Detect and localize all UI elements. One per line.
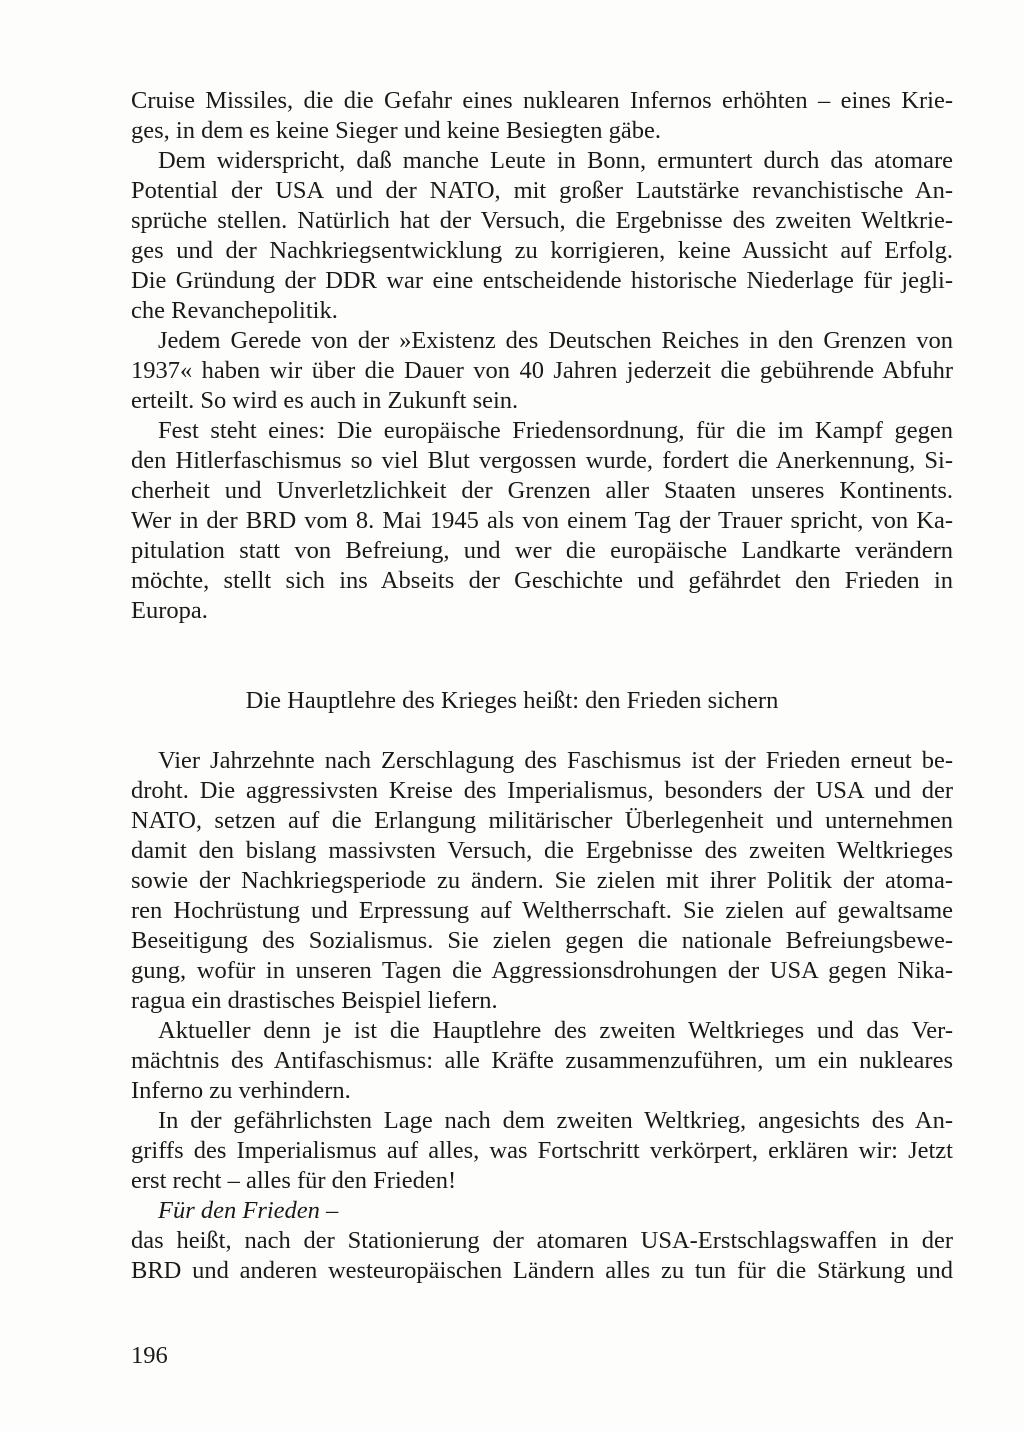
text-line: Vier Jahrzehnte nach Zerschlagung des Faschismus ist der Frieden erneut be-	[158, 747, 953, 774]
text-line: ges, in dem es keine Sieger und keine Besiegten gäbe.	[131, 117, 661, 144]
text-line: Cruise Missiles, die die Gefahr eines nuklearen Infernos erhöhten – eines Krie-	[131, 87, 953, 114]
text-line: Die Gründung der DDR war eine entscheidende historische Niederlage für jegli-	[131, 267, 953, 294]
text-line: sowie der Nachkriegsperiode zu ändern. Sie zielen mit ihrer Politik der atoma-	[131, 867, 953, 894]
text-line: droht. Die aggressivsten Kreise des Imperialismus, besonders der USA und der	[131, 777, 953, 804]
text-line: cherheit und Unverletzlichkeit der Grenzen aller Staaten unseres Kontinents.	[131, 477, 953, 504]
italic-subheading: Für den Frieden –	[158, 1197, 339, 1224]
text-line: 1937« haben wir über die Dauer von 40 Jahren jederzeit die gebührende Abfuhr	[131, 357, 953, 384]
text-line: gung, wofür in unseren Tagen die Aggressionsdrohungen der USA gegen Nika-	[131, 957, 953, 984]
text-line: pitulation statt von Befreiung, und wer die europäische Landkarte verändern	[131, 537, 953, 564]
text-line: Inferno zu verhindern.	[131, 1077, 351, 1104]
text-block-lower	[131, 746, 953, 1286]
text-line: NATO, setzen auf die Erlangung militärischer Überlegenheit und unternehmen	[131, 807, 953, 834]
text-block-upper	[131, 86, 953, 626]
text-line: Aktueller denn je ist die Hauptlehre des zweiten Weltkrieges und das Ver-	[158, 1017, 953, 1044]
text-line: griffs des Imperialismus auf alles, was Fortschritt verkörpert, erklären wir: Jetzt	[131, 1137, 953, 1164]
page-number: 196	[131, 1342, 168, 1369]
text-line: möchte, stellt sich ins Abseits der Geschichte und gefährdet den Frieden in	[131, 567, 953, 594]
text-line: ges und der Nachkriegsentwicklung zu korrigieren, keine Aussicht auf Erfolg.	[131, 237, 953, 264]
text-line: Potential der USA und der NATO, mit großer Lautstärke revanchistische An-	[131, 177, 953, 204]
section-heading: Die Hauptlehre des Krieges heißt: den Frieden sichern	[245, 687, 779, 714]
text-line: Fest steht eines: Die europäische Friedensordnung, für die im Kampf gegen	[158, 417, 953, 444]
text-line: ragua ein drastisches Beispiel liefern.	[131, 987, 498, 1014]
text-line: In der gefährlichsten Lage nach dem zweiten Weltkrieg, angesichts des An-	[158, 1107, 953, 1134]
text-line: den Hitlerfaschismus so viel Blut vergossen wurde, fordert die Anerkennung, Si-	[131, 447, 953, 474]
text-line: che Revanchepolitik.	[131, 297, 338, 324]
text-line: erst recht – alles für den Frieden!	[131, 1167, 457, 1194]
text-line: Wer in der BRD vom 8. Mai 1945 als von einem Tag der Trauer spricht, von Ka-	[131, 507, 953, 534]
text-line: das heißt, nach der Stationierung der atomaren USA-Erstschlagswaffen in der	[131, 1227, 953, 1254]
text-line: Dem widerspricht, daß manche Leute in Bonn, ermuntert durch das atomare	[158, 147, 953, 174]
text-line: damit den bislang massivsten Versuch, die Ergebnisse des zweiten Weltkrieges	[131, 837, 953, 864]
text-line: Europa.	[131, 597, 208, 624]
text-line: erteilt. So wird es auch in Zukunft sein.	[131, 387, 519, 414]
text-line: sprüche stellen. Natürlich hat der Versuch, die Ergebnisse des zweiten Weltkrie-	[131, 207, 953, 234]
text-line: mächtnis des Antifaschismus: alle Kräfte zusammenzuführen, um ein nukleares	[131, 1047, 953, 1074]
text-line: ren Hochrüstung und Erpressung auf Weltherrschaft. Sie zielen auf gewaltsame	[131, 897, 953, 924]
text-line: Beseitigung des Sozialismus. Sie zielen gegen die nationale Befreiungsbewe-	[131, 927, 953, 954]
text-line: BRD und anderen westeuropäischen Ländern alles zu tun für die Stärkung und	[131, 1257, 953, 1284]
text-line: Jedem Gerede von der »Existenz des Deutschen Reiches in den Grenzen von	[158, 327, 953, 354]
